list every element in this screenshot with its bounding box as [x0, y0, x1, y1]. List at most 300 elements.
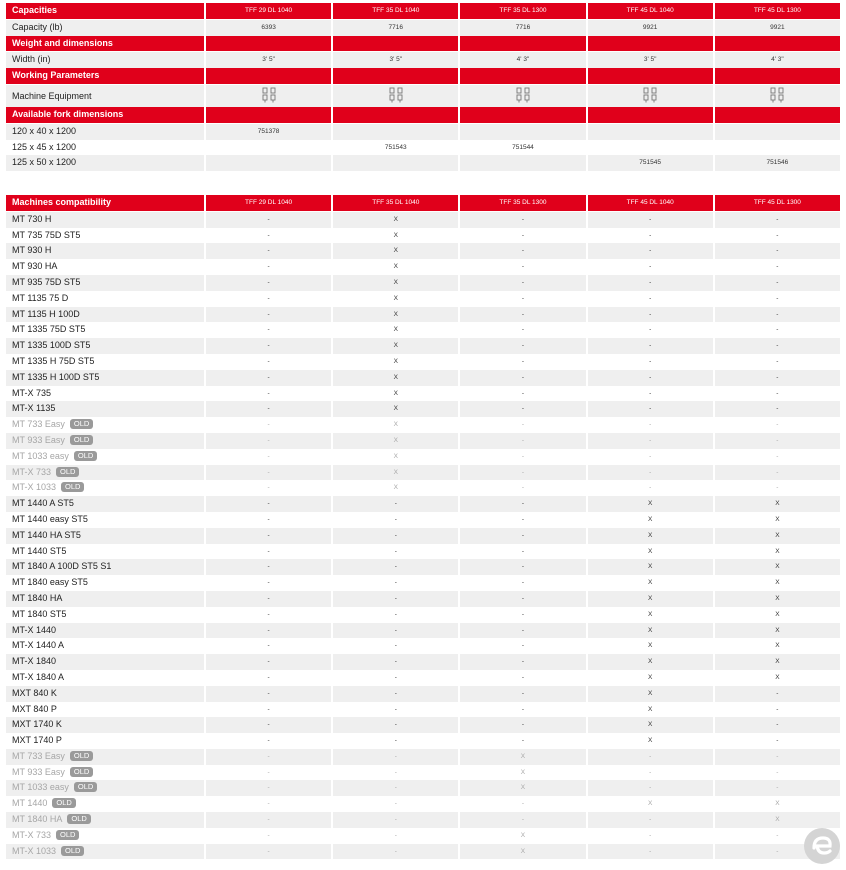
compat-value: -	[206, 670, 331, 686]
compat-value: -	[715, 828, 840, 844]
compat-header-model-4: TFF 45 DL 1300	[715, 195, 840, 212]
machine-equipment-row	[6, 85, 840, 107]
compat-value: -	[715, 370, 840, 386]
machine-name-cell	[6, 259, 204, 275]
compat-value: X	[333, 449, 458, 465]
compat-value: X	[333, 307, 458, 323]
fork-part-number	[460, 124, 585, 140]
machine-name-cell	[6, 733, 204, 749]
compat-row	[6, 370, 840, 386]
compat-value: X	[588, 717, 713, 733]
compat-row	[6, 480, 840, 496]
compat-value: X	[588, 496, 713, 512]
compat-value: -	[206, 433, 331, 449]
machine-name: MXT 1740 K	[12, 719, 62, 730]
compat-value: -	[460, 433, 585, 449]
compat-value: X	[460, 765, 585, 781]
machine-name: MT-X 1440 A	[12, 640, 65, 651]
capacity-row	[6, 20, 840, 36]
capacity-value: 7716	[460, 20, 585, 36]
compat-value: X	[333, 322, 458, 338]
compat-value: -	[588, 433, 713, 449]
compat-value: -	[460, 401, 585, 417]
machine-name: MT 730 H	[12, 213, 52, 224]
compat-row	[6, 559, 840, 575]
compat-row	[6, 638, 840, 654]
compat-value: -	[715, 717, 840, 733]
machine-name: MT 1440 HA ST5	[12, 529, 81, 540]
machine-name-cell	[6, 670, 204, 686]
capacities-header	[6, 3, 840, 20]
machine-name: MT 1440 ST5	[12, 545, 67, 556]
compat-value: -	[715, 780, 840, 796]
compat-row	[6, 307, 840, 323]
compat-value: -	[206, 465, 331, 481]
fork-dimension-label: 120 x 40 x 1200	[6, 124, 204, 140]
compat-value: -	[460, 702, 585, 718]
compat-row	[6, 544, 840, 560]
compat-value: X	[588, 638, 713, 654]
machine-name: MT-X 1840 A	[12, 671, 65, 682]
compat-value: -	[588, 417, 713, 433]
machine-name-cell	[6, 765, 204, 781]
compat-value: -	[715, 259, 840, 275]
compat-value: -	[460, 496, 585, 512]
compat-value: X	[333, 228, 458, 244]
machine-name: MT 1335 H 100D ST5	[12, 371, 100, 382]
compat-value: -	[206, 780, 331, 796]
machine-name-cell	[6, 228, 204, 244]
compat-value: -	[206, 512, 331, 528]
compat-value: -	[460, 623, 585, 639]
machine-name-cell	[6, 370, 204, 386]
compat-value: -	[460, 559, 585, 575]
compat-row	[6, 291, 840, 307]
capacities-header-model-1: TFF 35 DL 1040	[333, 3, 458, 20]
compat-row	[6, 259, 840, 275]
compat-value: -	[460, 322, 585, 338]
compat-row	[6, 433, 840, 449]
compat-value: -	[333, 733, 458, 749]
fork-part-number: 751544	[460, 140, 585, 156]
weight-header-model-4	[715, 36, 840, 53]
compat-value: -	[588, 243, 713, 259]
compat-value: X	[333, 465, 458, 481]
compat-value: -	[333, 796, 458, 812]
old-badge: OLD	[70, 751, 93, 761]
compat-value: -	[206, 844, 331, 860]
compat-header-model-1: TFF 35 DL 1040	[333, 195, 458, 212]
compat-value: -	[206, 322, 331, 338]
old-badge: OLD	[67, 814, 90, 824]
working-header	[6, 68, 840, 85]
working-header-model-2	[460, 68, 585, 85]
compat-value: -	[333, 512, 458, 528]
fork-carriage-icon	[516, 87, 530, 103]
machine-name-cell	[6, 275, 204, 291]
compat-row	[6, 386, 840, 402]
compat-value: -	[460, 228, 585, 244]
compat-value: -	[333, 654, 458, 670]
fork-header-label: Available fork dimensions	[6, 107, 204, 124]
compat-value: -	[206, 259, 331, 275]
specifications-table	[4, 3, 842, 171]
machine-name: MT-X 733	[12, 466, 52, 477]
machine-name: MT-X 1840	[12, 656, 57, 667]
machine-name: MT 1033 easy	[12, 782, 69, 793]
compat-value: X	[333, 243, 458, 259]
old-badge: OLD	[52, 798, 75, 808]
compat-value: X	[333, 338, 458, 354]
machine-name-cell	[6, 417, 204, 433]
compat-value: -	[460, 544, 585, 560]
compat-value: X	[333, 433, 458, 449]
compat-value: X	[715, 812, 840, 828]
machine-name-cell	[6, 749, 204, 765]
compat-value: -	[715, 733, 840, 749]
fork-row	[6, 155, 840, 171]
compat-value: -	[206, 638, 331, 654]
compat-value: -	[715, 338, 840, 354]
compat-value: X	[588, 623, 713, 639]
compat-value: -	[206, 417, 331, 433]
machine-name: MT 1440 easy ST5	[12, 513, 88, 524]
capacities-header-model-2: TFF 35 DL 1300	[460, 3, 585, 20]
compat-value: -	[588, 480, 713, 496]
compat-value: -	[460, 812, 585, 828]
machine-name: MT 1840 A 100D ST5 S1	[12, 561, 112, 572]
compat-value: -	[460, 670, 585, 686]
compat-value: -	[460, 528, 585, 544]
machine-name-cell	[6, 796, 204, 812]
compat-value: X	[588, 591, 713, 607]
compat-value: X	[715, 796, 840, 812]
fork-header-model-1	[333, 107, 458, 124]
compat-row	[6, 607, 840, 623]
compat-value: -	[715, 417, 840, 433]
compat-value: -	[460, 370, 585, 386]
compat-value: -	[715, 291, 840, 307]
compat-value: -	[588, 386, 713, 402]
compat-row	[6, 322, 840, 338]
compat-value: -	[206, 607, 331, 623]
compat-row	[6, 275, 840, 291]
compat-value: X	[715, 670, 840, 686]
compat-value: -	[206, 717, 331, 733]
compat-row	[6, 401, 840, 417]
compat-value: -	[333, 623, 458, 639]
compat-value: -	[206, 386, 331, 402]
compat-value: -	[588, 338, 713, 354]
compat-value: -	[588, 780, 713, 796]
machine-name: MT-X 1440	[12, 624, 57, 635]
compat-value: -	[333, 749, 458, 765]
old-badge: OLD	[74, 451, 97, 461]
working-header-model-0	[206, 68, 331, 85]
compat-row	[6, 670, 840, 686]
width-value: 4' 3"	[460, 52, 585, 68]
compat-value: X	[460, 749, 585, 765]
compat-value: -	[460, 686, 585, 702]
compat-row	[6, 465, 840, 481]
fork-part-number: 751545	[588, 155, 713, 171]
compat-value: -	[206, 275, 331, 291]
capacities-header-model-4: TFF 45 DL 1300	[715, 3, 840, 20]
old-badge: OLD	[61, 846, 84, 856]
capacity-value: 6393	[206, 20, 331, 36]
compat-header-label: Machines compatibility	[6, 195, 204, 212]
compat-value: -	[333, 544, 458, 560]
compat-value: -	[206, 749, 331, 765]
compat-value: -	[588, 765, 713, 781]
compat-value: -	[588, 291, 713, 307]
fork-part-number	[333, 155, 458, 171]
compat-value: X	[588, 733, 713, 749]
compat-value: -	[588, 844, 713, 860]
compat-value: X	[460, 844, 585, 860]
compat-value: -	[206, 291, 331, 307]
compat-value: -	[715, 686, 840, 702]
compat-value: -	[588, 228, 713, 244]
compat-value: -	[715, 243, 840, 259]
compat-value: X	[333, 370, 458, 386]
compat-value: X	[715, 496, 840, 512]
compat-value: -	[715, 749, 840, 765]
compat-row	[6, 812, 840, 828]
compat-value: X	[460, 828, 585, 844]
fork-carriage-icon	[389, 87, 403, 103]
machine-name-cell	[6, 322, 204, 338]
machine-name-cell	[6, 243, 204, 259]
compat-value: -	[715, 702, 840, 718]
compat-value: -	[588, 812, 713, 828]
compat-header	[6, 195, 840, 212]
compat-row	[6, 449, 840, 465]
compat-value: -	[715, 480, 840, 496]
compat-row	[6, 717, 840, 733]
compat-value: -	[206, 496, 331, 512]
compat-value: X	[333, 401, 458, 417]
fork-part-number: 751543	[333, 140, 458, 156]
fork-header-model-3	[588, 107, 713, 124]
compat-row	[6, 828, 840, 844]
machine-name: MT 933 Easy	[12, 766, 65, 777]
machine-equipment-cell	[715, 85, 840, 107]
fork-part-number	[333, 124, 458, 140]
compat-value: -	[333, 575, 458, 591]
compat-value: -	[206, 654, 331, 670]
fork-part-number	[588, 124, 713, 140]
capacities-header-model-0: TFF 29 DL 1040	[206, 3, 331, 20]
compat-value: -	[333, 702, 458, 718]
fork-carriage-icon	[262, 87, 276, 103]
compat-value: -	[333, 717, 458, 733]
machine-name: MT-X 733	[12, 829, 52, 840]
compat-value: X	[715, 591, 840, 607]
fork-header-model-2	[460, 107, 585, 124]
compat-value: X	[588, 575, 713, 591]
machine-name: MT 1335 H 75D ST5	[12, 355, 95, 366]
compat-row	[6, 623, 840, 639]
old-badge: OLD	[61, 482, 84, 492]
compat-value: -	[460, 243, 585, 259]
compat-value: X	[588, 544, 713, 560]
fork-dimension-label: 125 x 50 x 1200	[6, 155, 204, 171]
compat-value: -	[715, 275, 840, 291]
machine-name: MT 1135 75 D	[12, 292, 69, 303]
e-logo-icon	[802, 826, 842, 866]
machine-name: MT 1440 A ST5	[12, 498, 74, 509]
compat-value: -	[715, 228, 840, 244]
compat-value: -	[333, 765, 458, 781]
fork-header-model-4	[715, 107, 840, 124]
compatibility-table	[4, 195, 842, 859]
compat-value: -	[588, 212, 713, 228]
old-badge: OLD	[56, 830, 79, 840]
machine-name: MT-X 735	[12, 387, 52, 398]
machine-equipment-cell	[206, 85, 331, 107]
compat-row	[6, 354, 840, 370]
machine-name-cell	[6, 212, 204, 228]
compat-value: -	[206, 733, 331, 749]
compat-value: -	[460, 575, 585, 591]
compat-value: -	[333, 496, 458, 512]
compat-value: -	[333, 638, 458, 654]
compat-row	[6, 733, 840, 749]
compat-row	[6, 765, 840, 781]
compat-row	[6, 512, 840, 528]
compat-value: X	[333, 212, 458, 228]
machine-name-cell	[6, 591, 204, 607]
compat-row	[6, 338, 840, 354]
machine-name: MT 930 H	[12, 245, 52, 256]
compat-value: -	[460, 607, 585, 623]
weight-header-model-3	[588, 36, 713, 53]
compat-value: -	[715, 844, 840, 860]
machine-name-cell	[6, 338, 204, 354]
machine-name-cell	[6, 528, 204, 544]
compat-row	[6, 212, 840, 228]
compat-value: -	[460, 275, 585, 291]
compat-value: -	[715, 212, 840, 228]
machine-name: MT 1840 HA	[12, 814, 63, 825]
compat-row	[6, 528, 840, 544]
compat-value: -	[206, 765, 331, 781]
compat-row	[6, 844, 840, 860]
compat-value: -	[206, 812, 331, 828]
compat-value: -	[206, 243, 331, 259]
machine-name-cell	[6, 812, 204, 828]
machine-name: MT 733 Easy	[12, 419, 65, 430]
compat-value: -	[460, 638, 585, 654]
compat-value: -	[206, 796, 331, 812]
compat-row	[6, 749, 840, 765]
compat-value: -	[588, 465, 713, 481]
compat-value: -	[333, 812, 458, 828]
compat-header-model-3: TFF 45 DL 1040	[588, 195, 713, 212]
compat-value: -	[206, 528, 331, 544]
machine-name: MT 1440	[12, 798, 48, 809]
working-header-model-3	[588, 68, 713, 85]
compat-value: -	[460, 796, 585, 812]
fork-row	[6, 140, 840, 156]
compat-value: X	[588, 512, 713, 528]
machine-name-cell	[6, 638, 204, 654]
compat-value: -	[206, 212, 331, 228]
compat-value: X	[588, 654, 713, 670]
working-header-model-4	[715, 68, 840, 85]
compat-value: -	[588, 307, 713, 323]
compat-value: -	[588, 401, 713, 417]
compat-value: -	[715, 401, 840, 417]
compat-value: -	[206, 559, 331, 575]
compat-value: X	[715, 654, 840, 670]
machine-name-cell	[6, 623, 204, 639]
compat-value: -	[206, 575, 331, 591]
machine-name-cell	[6, 401, 204, 417]
compat-value: -	[206, 370, 331, 386]
machine-name: MT 1840 easy ST5	[12, 577, 88, 588]
compat-value: -	[460, 591, 585, 607]
old-badge: OLD	[56, 467, 79, 477]
compat-header-model-2: TFF 35 DL 1300	[460, 195, 585, 212]
compat-value: -	[206, 401, 331, 417]
machine-name: MT 1033 easy	[12, 450, 69, 461]
compat-value: -	[460, 307, 585, 323]
machine-name: MT 1135 H 100D	[12, 308, 80, 319]
machine-name-cell	[6, 386, 204, 402]
compat-value: -	[333, 844, 458, 860]
machine-name: MT 1840 HA	[12, 592, 63, 603]
machine-name: MT 733 Easy	[12, 750, 65, 761]
machine-name-cell	[6, 291, 204, 307]
compat-value: -	[206, 480, 331, 496]
compat-value: -	[588, 828, 713, 844]
machine-name-cell	[6, 449, 204, 465]
fork-part-number	[715, 140, 840, 156]
machine-name: MT 930 HA	[12, 261, 58, 272]
machine-name-cell	[6, 559, 204, 575]
compat-value: -	[460, 386, 585, 402]
compat-value: -	[588, 749, 713, 765]
compat-value: X	[715, 575, 840, 591]
machine-name-cell	[6, 480, 204, 496]
capacity-value: 9921	[588, 20, 713, 36]
weight-header-model-1	[333, 36, 458, 53]
compat-value: -	[333, 528, 458, 544]
fork-part-number	[206, 140, 331, 156]
width-value: 3' 5"	[333, 52, 458, 68]
compat-value: -	[460, 291, 585, 307]
machine-name-cell	[6, 702, 204, 718]
compat-row	[6, 417, 840, 433]
machine-name: MT-X 1135	[12, 403, 56, 414]
compat-value: -	[715, 386, 840, 402]
fork-carriage-icon	[643, 87, 657, 103]
machine-equipment-label: Machine Equipment	[6, 85, 204, 107]
compat-value: -	[715, 322, 840, 338]
machine-name-cell	[6, 307, 204, 323]
compat-value: X	[333, 275, 458, 291]
machine-name-cell	[6, 354, 204, 370]
compat-value: X	[715, 528, 840, 544]
compat-value: -	[206, 228, 331, 244]
compat-value: X	[333, 417, 458, 433]
compat-value: -	[333, 591, 458, 607]
fork-header	[6, 107, 840, 124]
machine-name: MT 933 Easy	[12, 434, 65, 445]
machine-name: MT 1840 ST5	[12, 608, 67, 619]
